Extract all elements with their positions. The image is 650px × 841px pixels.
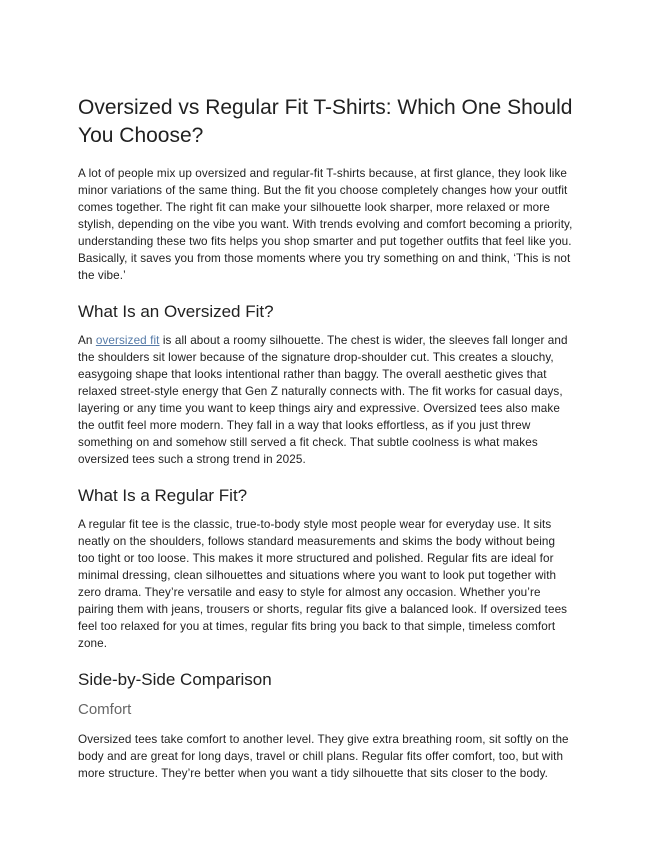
sub-heading-comfort: Comfort [78, 701, 132, 718]
section-heading-oversized-fit: What Is an Oversized Fit? [78, 302, 274, 321]
section-heading-comparison: Side-by-Side Comparison [78, 670, 272, 689]
oversized-fit-link[interactable]: oversized fit [95, 334, 160, 347]
comfort-paragraph: Oversized tees take comfort to another level. They give extra breathing room, sit softly on the body and are great for long days, travel or chill plans. Regular fits offer comfort, too, but with more structure. They’re better when you want a tidy silhouette that sits closer to the body. [78, 733, 569, 780]
regular-fit-paragraph: A regular fit tee is the classic, true-to-body style most people wear for everyday use. It sits neatly on the shoulders, follows standard measurements and skims the body without being too tight or too loose. This makes it more structured and polished. Regular fits are ideal for minimal dressing, clean silhouettes and situations where you want to look put together with zero drama. They’re versatile and easy to style for almost any occasion. Whether you’re pairing them with jeans, trousers or shorts, regular fits give a balanced look. If oversized tees feel too relaxed for you at times, regular fits bring you back to that simple, timeless comfort zone. [78, 518, 568, 650]
intro-paragraph: A lot of people mix up oversized and regular-fit T-shirts because, at first glance, they look like minor variations of the same thing. But the fit you choose completely changes how your outfit comes together. The right fit can make your silhouette look sharper, more relaxed or more stylish, depending on the vibe you want. With trends evolving and comfort becoming a priority, understanding these two fits helps you shop smarter and put together outfits that feel like you. Basically, it saves you from those moments where you try something on and think, ‘This is not the vibe.’ [78, 167, 573, 282]
oversized-text-before-link: An [78, 334, 96, 347]
doc-title: Oversized vs Regular Fit T-Shirts: Which One Should You Choose? [78, 96, 573, 147]
oversized-fit-paragraph [78, 332, 573, 468]
section-heading-regular-fit: What Is a Regular Fit? [78, 486, 248, 505]
oversized-text-after-link: is all about a roomy silhouette. The chest is wider, the sleeves fall longer and the shoulders sit lower because of the signature drop-shoulder cut. This creates a slouchy, easygoing shape that looks intentional rather than baggy. The overall aesthetic gives that relaxed street-style energy that Gen Z naturally connects with. The fit works for casual days, layering or any time you want to keep things airy and expressive. Oversized tees also make the outfit feel more modern. They fall in a way that looks effortless, as if you just threw something on and somehow still served a fit check. That subtle coolness is what makes oversized tees such a strong trend in 2025. [78, 334, 568, 466]
